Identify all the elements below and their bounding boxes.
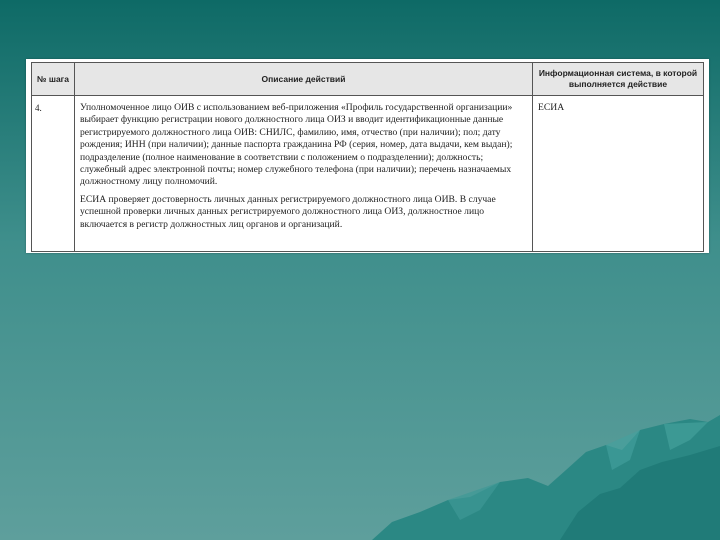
table-header-row <box>32 63 704 96</box>
row-description <box>75 96 533 252</box>
row-step: 4. <box>32 96 75 252</box>
header-step: № шага <box>32 63 75 96</box>
row-system: ЕСИА <box>533 96 704 252</box>
table-row <box>32 96 704 252</box>
document-page <box>26 59 709 253</box>
description-paragraph-2: ЕСИА проверяет достоверность личных данных регистрируемого должностного лица ОИВ. В случае успешной проверки личных данных регистрируемого должностного лица ОИЗ, должностное лицо включается в регистр должностных лиц органов и организаций. <box>80 193 496 230</box>
header-description: Описание действий <box>75 63 533 96</box>
actions-table <box>31 62 704 252</box>
header-system: Информационная система, в которой выполняется действие <box>533 63 704 96</box>
description-paragraph-1: Уполномоченное лицо ОИВ с использованием веб-приложения «Профиль государственной организации» выбирает функцию регистрации нового должностного лица ОИЗ и вводит идентификационные данные регистрируемого должностного лица ОИВ: СНИЛС, фамилию, имя, отчество (при наличии); пол; дату рождения; ИНН (при наличии); данные паспорта гражданина РФ (серия, номер, дата выдачи, кем выдан); подразделение (полное наименование в соответствии с положением о подразделении); должность; служебный адрес электронной почты; номер служебного телефона (при наличии); перечень назначаемых должностному лицу полномочий. <box>80 102 513 188</box>
